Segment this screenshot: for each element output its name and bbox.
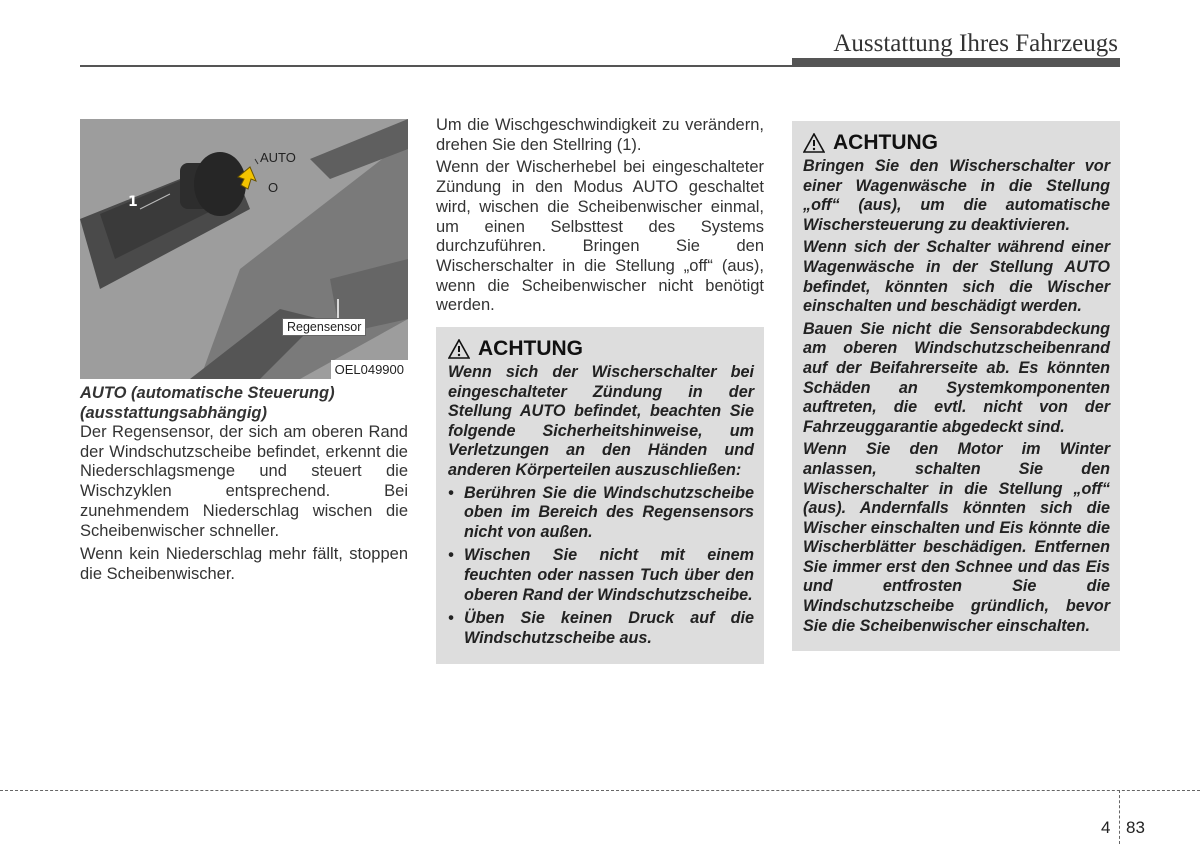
warning-box-middle: [436, 327, 764, 664]
paragraph-no-rain: Wenn kein Niederschlag mehr fällt, stoppen die Scheibenwischer.: [80, 545, 408, 583]
warning-intro: Wenn sich der Wischerschalter bei eingeschalteter Zündung in der Stellung AUTO befindet, beachten Sie folgende Sicherheitshinweise, um Verletzungen an den Händen und anderen Körperteilen auszuschließen:: [448, 363, 754, 479]
chapter-number: 4: [1101, 818, 1111, 837]
warning-triangle-icon: [803, 133, 825, 153]
figure-label-o: O: [268, 180, 279, 195]
warning-bullet: • Üben Sie keinen Druck auf die Windschutzscheibe aus.: [448, 609, 754, 648]
page-header-title: Ausstattung Ihres Fahrzeugs: [833, 30, 1118, 57]
page-number: 83: [1126, 818, 1145, 837]
header-rule-thick: [792, 58, 1120, 65]
warning-bullet: • Berühren Sie die Windschutzscheibe oben im Bereich des Regensensors nicht von außen.: [448, 484, 754, 543]
warning-bullet: • Wischen Sie nicht mit einem feuchten oder nassen Tuch über den oberen Rand der Windschutzscheibe.: [448, 546, 754, 605]
header-rule: [80, 65, 1120, 67]
paragraph-self-test: Wenn der Wischerhebel bei eingeschalteter Zündung in den Modus AUTO geschaltet wird, wischen die Scheibenwischer einmal, um einen Selbsttest des Systems durchzuführen. Bringen Sie den Wischerschalter in die Stellung „off“ (aus), wenn die Scheibenwischer nicht benötigt werden.: [436, 158, 764, 315]
ring-label: 1: [128, 194, 138, 210]
figure-label-regensensor: Regensensor: [282, 318, 366, 336]
paragraph-speed-ring: Um die Wischgeschwindigkeit zu verändern, drehen Sie den Stellring (1).: [436, 116, 764, 154]
warning-title: ACHTUNG: [833, 131, 938, 154]
figure-label-auto: AUTO: [260, 150, 296, 165]
subheading-line-1: AUTO (automatische Steuerung): [80, 384, 335, 402]
column-left: [80, 119, 408, 589]
warning-triangle-icon: [448, 339, 470, 359]
column-right: [792, 121, 1120, 651]
subheading-line-2: (ausstattungsabhängig): [80, 404, 268, 422]
footer-vertical-dashed-rule: [1119, 790, 1120, 844]
warning-title: ACHTUNG: [478, 337, 583, 361]
warning-heading: [803, 131, 1110, 155]
warning-paragraph: Wenn Sie den Motor im Winter anlassen, schalten Sie den Wischerschalter in die Stellung „off“ (aus). Andernfalls könnten sich die Wischer einschalten und Eis könnte die Wischerblätter beschädigen. Entfernen Sie immer erst den Schnee und das Eis und entfrosten Sie die Windschutzscheibe gründlich, bevor Sie die Scheibenwischer einschalten.: [803, 440, 1110, 635]
warning-bullet-list: [448, 484, 754, 649]
section-subheading: [80, 383, 408, 423]
figure-code: OEL049900: [331, 360, 408, 379]
warning-heading: [448, 337, 754, 361]
column-middle: [436, 116, 764, 664]
footer-dashed-rule: [0, 790, 1200, 791]
warning-box-right: [792, 121, 1120, 651]
wiper-lever-figure: [80, 119, 408, 379]
wiper-lever-illustration: [80, 119, 408, 379]
warning-paragraph: Wenn sich der Schalter während einer Wagenwäsche in der Stellung AUTO befindet, könnten sich die Wischer einschalten und beschädigt werden.: [803, 238, 1110, 316]
paragraph-rain-sensor: Der Regensensor, der sich am oberen Rand der Windschutzscheibe befindet, erkennt die Niederschlagsmenge und steuert die Wischzyklen entsprechend. Bei zunehmendem Niederschlag wischen die Scheibenwischer schneller.: [80, 423, 408, 540]
warning-paragraph: Bauen Sie nicht die Sensorabdeckung am oberen Windschutzscheibenrand auf der Beifahrerseite ab. Es könnten Schäden an Systemkomponenten auftreten, die evtl. nicht von der Fahrzeuggarantie abgedeckt sind.: [803, 319, 1110, 436]
warning-paragraph: Bringen Sie den Wischerschalter vor einer Wagenwäsche in die Stellung „off“ (aus), um die automatische Wischersteuerung zu deaktivieren.: [803, 157, 1110, 234]
